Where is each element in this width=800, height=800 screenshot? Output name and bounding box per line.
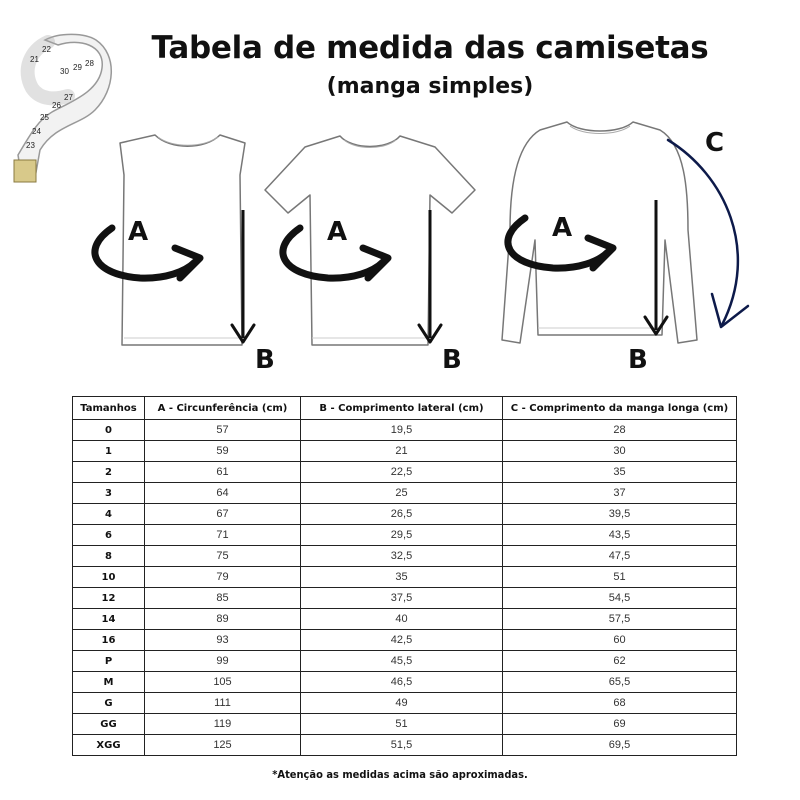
tank-top-shirt [95,135,275,375]
measure-cell: 35 [301,567,503,588]
measure-cell: 47,5 [503,546,737,567]
size-cell: 14 [73,609,145,630]
measure-cell: 51 [503,567,737,588]
measure-cell: 67 [145,504,301,525]
label-a: A [552,213,573,243]
column-header-comprimento-manga: C - Comprimento da manga longa (cm) [503,397,737,420]
measure-cell: 37 [503,483,737,504]
footer-note: *Atenção as medidas acima são aproximadas. [272,768,528,781]
table-row [73,609,737,630]
size-cell: M [73,672,145,693]
measure-cell: 35 [503,462,737,483]
measure-cell: 40 [301,609,503,630]
label-b: B [442,345,462,375]
tape-number: 28 [85,59,94,68]
measure-cell: 19,5 [301,420,503,441]
measure-cell: 65,5 [503,672,737,693]
measure-cell: 68 [503,693,737,714]
column-header-comprimento-lateral: B - Comprimento lateral (cm) [301,397,503,420]
measure-cell: 51,5 [301,735,503,756]
measure-cell: 69 [503,714,737,735]
page-title: Tabela de medida das camisetas [151,30,709,66]
measure-cell: 57,5 [503,609,737,630]
measure-cell: 42,5 [301,630,503,651]
tape-number: 25 [40,113,49,122]
tape-number: 30 [60,67,69,76]
tape-number: 23 [26,141,35,150]
table-row [73,525,737,546]
size-cell: 1 [73,441,145,462]
label-a: A [128,217,149,247]
measure-cell: 99 [145,651,301,672]
label-a: A [327,217,348,247]
measure-cell: 111 [145,693,301,714]
label-c: C [705,128,725,158]
table-row [73,546,737,567]
tape-number: 29 [73,63,82,72]
measure-cell: 59 [145,441,301,462]
measure-cell: 62 [503,651,737,672]
measure-cell: 45,5 [301,651,503,672]
size-cell: 10 [73,567,145,588]
measure-cell: 43,5 [503,525,737,546]
measure-cell: 61 [145,462,301,483]
measure-cell: 79 [145,567,301,588]
table-row [73,567,737,588]
measure-cell: 105 [145,672,301,693]
measure-cell: 46,5 [301,672,503,693]
table-row [73,672,737,693]
measure-cell: 32,5 [301,546,503,567]
tape-number: 21 [30,55,39,64]
page-subtitle: (manga simples) [326,74,534,99]
table-row [73,693,737,714]
measure-cell: 57 [145,420,301,441]
measuring-tape-icon [14,34,111,182]
measure-cell: 71 [145,525,301,546]
column-header-circunferencia: A - Circunferência (cm) [145,397,301,420]
short-sleeve-shirt [265,136,475,375]
table-row [73,714,737,735]
label-b: B [628,345,648,375]
measure-cell: 93 [145,630,301,651]
measure-cell: 39,5 [503,504,737,525]
table-row [73,420,737,441]
measure-cell: 119 [145,714,301,735]
size-cell: GG [73,714,145,735]
table-row [73,504,737,525]
size-cell: G [73,693,145,714]
table-row [73,483,737,504]
table-row [73,735,737,756]
column-header-tamanhos: Tamanhos [73,397,145,420]
size-cell: 8 [73,546,145,567]
measure-cell: 85 [145,588,301,609]
measure-cell: 125 [145,735,301,756]
measure-cell: 26,5 [301,504,503,525]
measure-cell: 89 [145,609,301,630]
measure-cell: 25 [301,483,503,504]
long-sleeve-shirt [502,122,748,375]
measure-cell: 75 [145,546,301,567]
label-b: B [255,345,275,375]
measure-cell: 51 [301,714,503,735]
size-cell: 6 [73,525,145,546]
size-cell: 16 [73,630,145,651]
tape-number: 26 [52,101,61,110]
tape-number: 22 [42,45,51,54]
size-cell: 2 [73,462,145,483]
size-cell: 4 [73,504,145,525]
measure-cell: 49 [301,693,503,714]
size-cell: P [73,651,145,672]
measure-cell: 64 [145,483,301,504]
measure-cell: 30 [503,441,737,462]
table-header-row [73,397,737,420]
measure-cell: 69,5 [503,735,737,756]
size-table [72,396,737,756]
shirt-illustration [0,0,800,390]
table-row [73,462,737,483]
table-row [73,651,737,672]
measure-cell: 22,5 [301,462,503,483]
measure-cell: 54,5 [503,588,737,609]
measure-cell: 21 [301,441,503,462]
size-cell: 12 [73,588,145,609]
size-cell: XGG [73,735,145,756]
size-cell: 3 [73,483,145,504]
table-row [73,588,737,609]
table-row [73,630,737,651]
measure-cell: 29,5 [301,525,503,546]
tape-number: 27 [64,93,73,102]
table-row [73,441,737,462]
measure-cell: 37,5 [301,588,503,609]
measure-cell: 28 [503,420,737,441]
size-cell: 0 [73,420,145,441]
tape-number: 24 [32,127,41,136]
measure-cell: 60 [503,630,737,651]
